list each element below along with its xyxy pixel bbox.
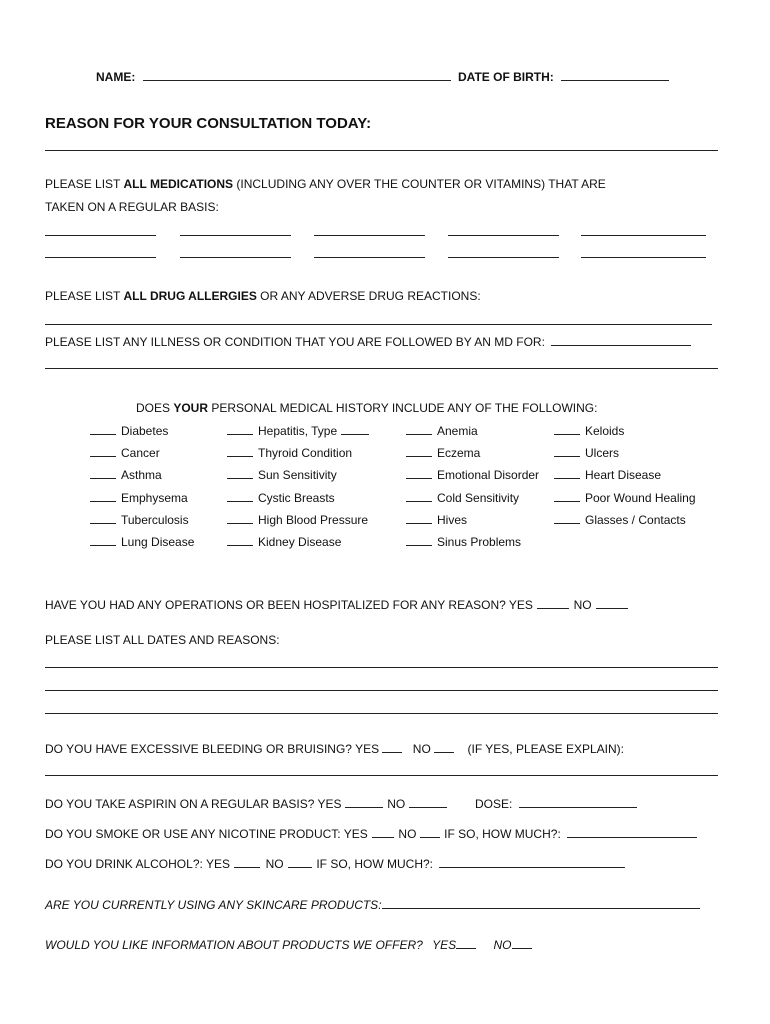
history-item-label: Ulcers bbox=[585, 446, 620, 460]
aspirin-no-field[interactable] bbox=[409, 796, 447, 808]
history-item-label: Hives bbox=[437, 513, 468, 527]
illness-field[interactable] bbox=[551, 334, 691, 346]
history-item-label: Kidney Disease bbox=[258, 535, 342, 549]
history-checkbox-blank[interactable] bbox=[90, 423, 116, 435]
skincare-row bbox=[45, 897, 700, 912]
medication-field[interactable] bbox=[180, 257, 291, 258]
history-item[interactable] bbox=[406, 445, 480, 460]
history-checkbox-blank[interactable] bbox=[406, 423, 432, 435]
consultation-field[interactable] bbox=[45, 150, 718, 151]
history-item-label: Glasses / Contacts bbox=[585, 513, 686, 527]
history-item-label: Diabetes bbox=[121, 424, 169, 438]
smoke-how-much-field[interactable] bbox=[567, 826, 697, 838]
history-item-label: Cancer bbox=[121, 446, 160, 460]
dob-field[interactable] bbox=[561, 69, 669, 81]
history-checkbox-blank[interactable] bbox=[227, 467, 253, 479]
medication-field[interactable] bbox=[581, 257, 706, 258]
operations-question: HAVE YOU HAD ANY OPERATIONS OR BEEN HOSPITALIZED FOR ANY REASON? YES bbox=[45, 598, 533, 612]
history-item-label: Tuberculosis bbox=[121, 513, 189, 527]
history-item[interactable] bbox=[90, 445, 160, 460]
history-checkbox-blank[interactable] bbox=[406, 534, 432, 546]
history-item-label: Asthma bbox=[121, 468, 162, 482]
history-item[interactable] bbox=[227, 423, 369, 438]
alcohol-yes-field[interactable] bbox=[234, 856, 260, 868]
alcohol-no-field[interactable] bbox=[288, 856, 312, 868]
history-checkbox-blank[interactable] bbox=[90, 534, 116, 546]
products-row bbox=[45, 937, 532, 952]
history-item-label: Heart Disease bbox=[585, 468, 662, 482]
history-item[interactable] bbox=[554, 490, 696, 505]
products-no-label: NO bbox=[493, 938, 512, 952]
operations-no-label: NO bbox=[573, 598, 592, 612]
history-item-label: Cystic Breasts bbox=[258, 491, 335, 505]
allergies-prefix: PLEASE LIST bbox=[45, 289, 124, 303]
medications-label-line2: TAKEN ON A REGULAR BASIS: bbox=[45, 200, 219, 214]
medication-field[interactable] bbox=[448, 257, 559, 258]
history-item[interactable] bbox=[227, 512, 368, 527]
consultation-title: REASON FOR YOUR CONSULTATION TODAY: bbox=[45, 115, 372, 132]
history-item[interactable] bbox=[554, 423, 624, 438]
dob-label: DATE OF BIRTH: bbox=[458, 70, 554, 84]
history-item[interactable] bbox=[406, 467, 539, 482]
history-item[interactable] bbox=[227, 467, 337, 482]
alcohol-how-much-label: IF SO, HOW MUCH?: bbox=[316, 857, 433, 871]
bleeding-yes-field[interactable] bbox=[382, 741, 402, 753]
bleeding-no-label: NO bbox=[412, 742, 431, 756]
bleeding-no-field[interactable] bbox=[434, 741, 454, 753]
alcohol-question: DO YOU DRINK ALCOHOL?: YES bbox=[45, 857, 230, 871]
history-item[interactable] bbox=[227, 534, 341, 549]
aspirin-question: DO YOU TAKE ASPIRIN ON A REGULAR BASIS? YES bbox=[45, 797, 342, 811]
products-yes-field[interactable] bbox=[456, 937, 476, 949]
medication-field[interactable] bbox=[314, 257, 425, 258]
allergies-field[interactable] bbox=[45, 324, 712, 325]
smoke-row bbox=[45, 826, 697, 841]
history-item[interactable] bbox=[227, 490, 335, 505]
products-question: WOULD YOU LIKE INFORMATION ABOUT PRODUCTS WE OFFER? bbox=[45, 938, 423, 952]
history-item-label: Sun Sensitivity bbox=[258, 468, 337, 482]
operations-yes-field[interactable] bbox=[537, 597, 569, 609]
allergies-suffix: OR ANY ADVERSE DRUG REACTIONS: bbox=[256, 289, 481, 303]
history-checkbox-blank[interactable] bbox=[406, 512, 432, 524]
history-checkbox-blank[interactable] bbox=[554, 445, 580, 457]
history-item[interactable] bbox=[406, 490, 519, 505]
history-checkbox-blank[interactable] bbox=[554, 423, 580, 435]
history-item[interactable] bbox=[554, 445, 619, 460]
history-item[interactable] bbox=[90, 512, 189, 527]
history-item[interactable] bbox=[90, 423, 168, 438]
history-item-label: Emotional Disorder bbox=[437, 468, 540, 482]
medications-prefix: PLEASE LIST bbox=[45, 177, 124, 191]
history-checkbox-blank[interactable] bbox=[90, 490, 116, 502]
products-no-field[interactable] bbox=[512, 937, 532, 949]
bleeding-row bbox=[45, 741, 624, 756]
history-checkbox-blank[interactable] bbox=[90, 512, 116, 524]
history-bold: YOUR bbox=[173, 401, 209, 415]
history-item-label: Emphysema bbox=[121, 491, 188, 505]
history-item-label: Eczema bbox=[437, 446, 481, 460]
medication-field[interactable] bbox=[314, 235, 425, 236]
history-checkbox-blank[interactable] bbox=[227, 534, 253, 546]
aspirin-dose-label: DOSE: bbox=[474, 797, 513, 811]
history-item-label: High Blood Pressure bbox=[258, 513, 369, 527]
medications-label bbox=[45, 177, 606, 191]
history-item[interactable] bbox=[406, 423, 478, 438]
alcohol-no-label: NO bbox=[265, 857, 284, 871]
history-checkbox-blank[interactable] bbox=[406, 467, 432, 479]
medication-field[interactable] bbox=[45, 235, 156, 236]
aspirin-no-label: NO bbox=[387, 797, 406, 811]
history-checkbox-blank[interactable] bbox=[227, 490, 253, 502]
illness-field-line2[interactable] bbox=[45, 368, 718, 369]
operations-row bbox=[45, 597, 628, 612]
history-suffix: PERSONAL MEDICAL HISTORY INCLUDE ANY OF THE FOLLOWING: bbox=[208, 401, 598, 415]
operations-field[interactable] bbox=[45, 690, 718, 691]
medication-field[interactable] bbox=[581, 235, 706, 236]
name-label: NAME: bbox=[96, 70, 136, 84]
operations-no-field[interactable] bbox=[596, 597, 628, 609]
smoke-no-label: NO bbox=[398, 827, 417, 841]
name-field[interactable] bbox=[143, 69, 451, 81]
history-item-label: Hepatitis, Type bbox=[258, 424, 338, 438]
illness-row bbox=[45, 334, 691, 349]
allergies-bold: ALL DRUG ALLERGIES bbox=[123, 289, 257, 303]
smoke-question: DO YOU SMOKE OR USE ANY NICOTINE PRODUCT: YES bbox=[45, 827, 368, 841]
history-item-label: Anemia bbox=[437, 424, 478, 438]
medication-field[interactable] bbox=[448, 235, 559, 236]
patient-header-row bbox=[96, 69, 669, 84]
history-item-label: Poor Wound Healing bbox=[585, 491, 696, 505]
illness-label: PLEASE LIST ANY ILLNESS OR CONDITION THAT YOU ARE FOLLOWED BY AN MD FOR: bbox=[45, 335, 545, 349]
history-item-label: Sinus Problems bbox=[437, 535, 522, 549]
medication-field[interactable] bbox=[45, 257, 156, 258]
medications-bold: ALL MEDICATIONS bbox=[123, 177, 234, 191]
history-checkbox-blank[interactable] bbox=[90, 467, 116, 479]
bleeding-explain-label: (IF YES, PLEASE EXPLAIN): bbox=[467, 742, 624, 756]
history-item[interactable] bbox=[406, 512, 467, 527]
history-checkbox-blank[interactable] bbox=[406, 445, 432, 457]
history-item[interactable] bbox=[554, 512, 686, 527]
history-item-label: Cold Sensitivity bbox=[437, 491, 520, 505]
history-item[interactable] bbox=[554, 467, 661, 482]
history-checkbox-blank[interactable] bbox=[554, 467, 580, 479]
bleeding-explain-field[interactable] bbox=[45, 775, 718, 776]
smoke-how-much-label: IF SO, HOW MUCH?: bbox=[444, 827, 561, 841]
bleeding-question: DO YOU HAVE EXCESSIVE BLEEDING OR BRUISING? YES bbox=[45, 742, 380, 756]
alcohol-how-much-field[interactable] bbox=[439, 856, 625, 868]
history-checkbox-blank[interactable] bbox=[406, 490, 432, 502]
history-checkbox-blank[interactable] bbox=[554, 512, 580, 524]
skincare-question: ARE YOU CURRENTLY USING ANY SKINCARE PRODUCTS: bbox=[45, 898, 382, 912]
history-item[interactable] bbox=[90, 467, 162, 482]
products-yes-label: YES bbox=[432, 938, 457, 952]
medications-suffix: (INCLUDING ANY OVER THE COUNTER OR VITAMINS) THAT ARE bbox=[233, 177, 606, 191]
aspirin-row bbox=[45, 796, 637, 811]
operations-field[interactable] bbox=[45, 713, 718, 714]
history-label bbox=[136, 401, 597, 415]
history-checkbox-blank[interactable] bbox=[227, 423, 253, 435]
smoke-no-field[interactable] bbox=[420, 826, 440, 838]
history-item[interactable] bbox=[90, 534, 194, 549]
medication-field[interactable] bbox=[180, 235, 291, 236]
history-checkbox-blank[interactable] bbox=[227, 445, 253, 457]
history-checkbox-blank[interactable] bbox=[90, 445, 116, 457]
operations-field[interactable] bbox=[45, 667, 718, 668]
history-item-label: Keloids bbox=[585, 424, 625, 438]
history-item[interactable] bbox=[90, 490, 188, 505]
history-item[interactable] bbox=[227, 445, 352, 460]
history-checkbox-blank[interactable] bbox=[227, 512, 253, 524]
alcohol-row bbox=[45, 856, 625, 871]
skincare-field[interactable] bbox=[382, 897, 700, 909]
history-item-label: Thyroid Condition bbox=[258, 446, 353, 460]
allergies-label bbox=[45, 289, 481, 303]
history-item[interactable] bbox=[406, 534, 521, 549]
smoke-yes-field[interactable] bbox=[372, 826, 394, 838]
history-checkbox-blank[interactable] bbox=[554, 490, 580, 502]
hepatitis-type-field[interactable] bbox=[341, 423, 369, 435]
history-prefix: DOES bbox=[136, 401, 174, 415]
aspirin-yes-field[interactable] bbox=[345, 796, 383, 808]
operations-list-label: PLEASE LIST ALL DATES AND REASONS: bbox=[45, 633, 280, 647]
history-item-label: Lung Disease bbox=[121, 535, 195, 549]
aspirin-dose-field[interactable] bbox=[519, 796, 637, 808]
